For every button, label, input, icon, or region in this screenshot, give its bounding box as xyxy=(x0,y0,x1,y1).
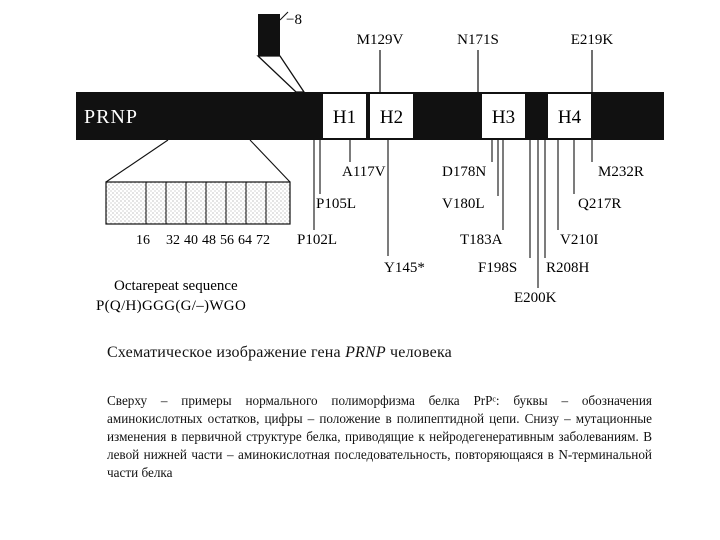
helix-label: H3 xyxy=(491,107,516,128)
position-label: 32 xyxy=(166,233,180,248)
helix-h3 xyxy=(482,94,525,138)
position-label: 64 xyxy=(238,233,252,248)
mutation-d178n: D178N xyxy=(442,164,487,180)
helix-label: H4 xyxy=(557,107,582,128)
position-label: 72 xyxy=(256,233,270,248)
figure-caption-title xyxy=(107,343,652,363)
helix-h4 xyxy=(548,94,591,138)
caption-title-prefix: Схематическое изображение гена xyxy=(107,344,346,361)
polymorphism-e219k xyxy=(571,32,614,92)
position-label: 40 xyxy=(184,233,198,248)
mutation-v210i: V210I xyxy=(560,232,599,248)
mutation-m232r: M232R xyxy=(598,164,644,180)
insertion-label: −8 xyxy=(286,12,302,28)
polymorphism-label: M129V xyxy=(356,32,404,48)
mutation-a117v: A117V xyxy=(342,164,386,180)
mutation-t183a: T183A xyxy=(460,232,503,248)
helix-label: H1 xyxy=(332,107,357,128)
helix-h1 xyxy=(323,94,366,138)
position-label: 56 xyxy=(220,233,234,248)
figure-caption-body xyxy=(107,392,652,482)
polymorphism-label: N171S xyxy=(457,32,499,48)
position-label: 16 xyxy=(136,233,150,248)
octarepeat-positions xyxy=(136,233,270,248)
caption-body-text: Сверху – примеры нормального полиморфизма белка PrPᶜ: буквы – обозначения аминокислотных остатков, цифры – положение в полипептидной цепи. Снизу – мутационные изменения в первичной структуре белка, приводящие к нейродегенеративным заболеваниям. В левой нижней части – аминокислотная последовательность, повторяющаяся в N-терминальной части белка xyxy=(107,393,652,480)
octarepeat-region xyxy=(106,140,290,224)
helix-h2 xyxy=(370,94,413,138)
mutation-p105l: P105L xyxy=(316,196,357,212)
helix-label: H2 xyxy=(379,107,404,128)
caption-title-gene: PRNP xyxy=(345,344,386,361)
gene-name: PRNP xyxy=(84,106,139,128)
octarepeat-title: Octarepeat sequence xyxy=(114,278,238,294)
mutation-f198s: F198S xyxy=(478,260,518,276)
polymorphism-n171s xyxy=(457,32,499,92)
insertion-marker xyxy=(258,12,304,92)
polymorphism-m129v xyxy=(357,32,404,92)
caption-title-suffix: человека xyxy=(385,344,452,361)
polymorphism-label: E219K xyxy=(570,32,614,48)
mutation-p102l: P102L xyxy=(297,232,338,248)
mutation-r208h: R208H xyxy=(546,260,590,276)
mutation-e200k: E200K xyxy=(514,290,557,306)
mutation-y145-stop: Y145* xyxy=(384,260,425,276)
mutation-v180l: V180L xyxy=(442,196,485,212)
octarepeat-sequence: P(Q/H)GGG(G/–)WGO xyxy=(96,298,247,314)
mutation-q217r: Q217R xyxy=(578,196,622,212)
position-label: 48 xyxy=(202,233,216,248)
